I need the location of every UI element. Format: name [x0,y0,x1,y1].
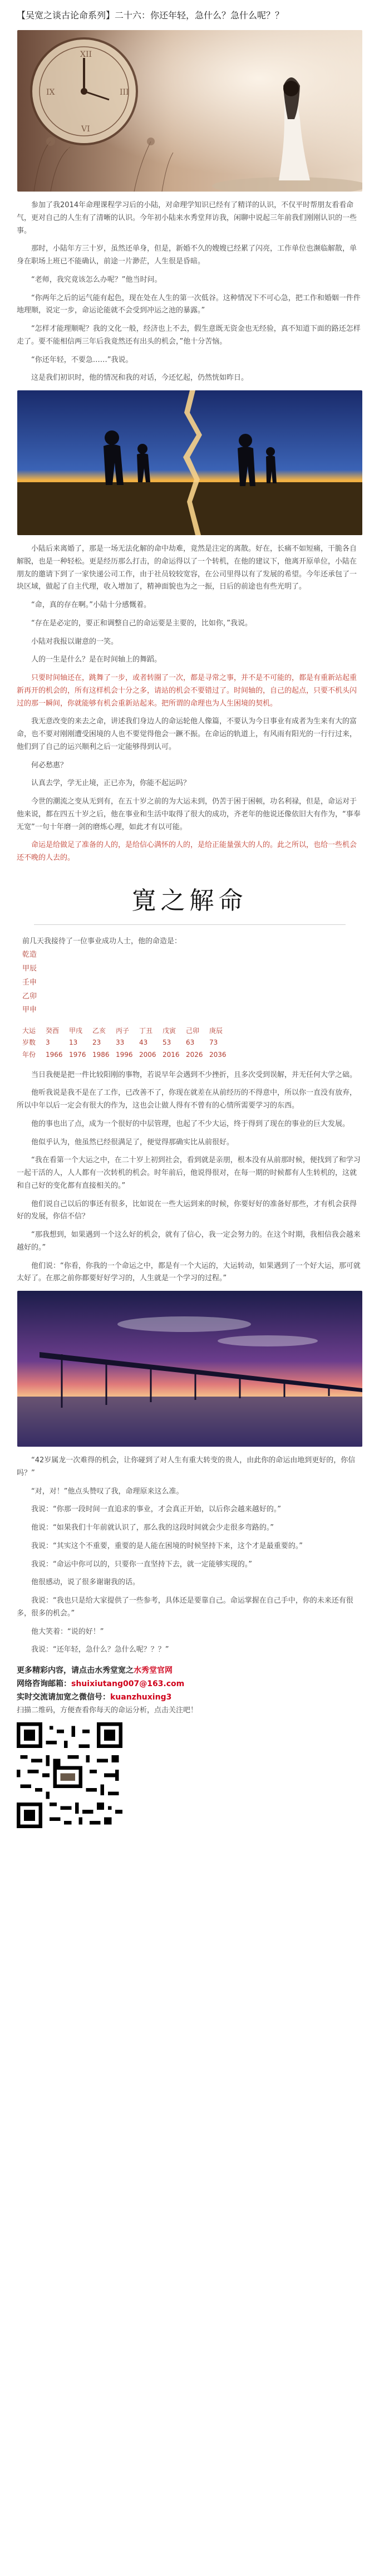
dayun-cell: 庚辰 [209,1026,223,1035]
paragraph: 认真去学，学无止境，正已亦为，你能不起运吗？ [31,779,191,788]
dayun-cell: 53 [163,1039,171,1047]
dayun-cell: 癸酉 [46,1026,60,1035]
bazi-line: 乾造 [22,951,37,959]
bazi-line: 壬申 [22,978,37,987]
bazi-line: 甲辰 [22,964,37,973]
bazi-line: 甲申 [22,1006,37,1015]
paragraph: 小陆对我报以谢意的一笑。 [31,637,119,646]
dayun-row [22,1049,362,1061]
footer-text: 实时交流请加宽之微信号： [17,1692,110,1702]
email-link[interactable]: shuixiutang007@163.com [71,1679,185,1688]
paragraph: 小陆后来离婚了，那是一场无法化解的命中劫难，竟然是注定的离散。好在，长痛不如短痛，干脆各自解脱，也是一种轻松。更是经历那么打击，的命运得以了一个转机，在他的建议下，他离开原单位，小陆在朋友的邀请下到了一家快递公司工作，由于社员较较宽容，在公司里得以有了发展的希望。今年还承包了一块区域，做起了自主代理，收入增加了，精神面貌也为之一振，日后的前途也有些光明了。 [17,545,357,591]
clock-woman-photo [17,30,362,192]
section-heading: 寛之解命 [131,886,248,915]
dayun-cell: 2026 [186,1051,203,1059]
paragraph: 他的事也出了点，成为一个很好的中层管理，也起了不少大运，终于得到了现在的事业的巨大发展。 [31,1119,350,1128]
paragraphs-c [17,716,362,834]
paragraph: 我说：“你那一段时间一直追求的事业，才会真正开始，以后你会越来越好的。” [31,1505,281,1514]
footer-line [17,1691,362,1705]
paragraph: 何必愁惠？ [31,761,68,770]
paragraph: 参加了我2014年命理课程学习后的小陆，对命理学知识已经有了精详的认识，不仅平时帮朋友看看命气，更对自己的人生有了清晰的认识。今年初小陆来水秀堂拜访我，闲聊中说起三年前我们刚刚认识的一些事。 [17,201,357,235]
paragraph: 他们说自己以后的事还有很多，比如说在一些大运到来的时候，你要好好的准备好那些，才有机会获得好的发展，你信不信？ [17,1199,357,1221]
dayun-cell: 23 [92,1039,101,1047]
paragraph: 那时，小陆年方三十岁，虽然还单身，但是，新婚不久的嫂嫂已经累了闪亮，工作单位也濒临解散，单身在职场上班已不能确认，前途一片渺茫，人生很是昏暗。 [17,244,357,266]
paragraph: 人的一生是什么？是在时间轴上的舞蹈。 [31,655,162,664]
dayun-cell: 1986 [92,1051,110,1059]
dayun-cell: 2016 [163,1051,180,1059]
paragraph: 他似乎认为，他虽然已经很满足了，便觉得那确实比从前很好。 [31,1138,234,1147]
paragraph: 我无意改变的来去之命，讲述我们身边人的命运轮他人像篇，不要认为今日事业有成者为生来有大的富命，也不要对刚刚遭受困境的人也不要觉得他会一蹶不振。在命运的轨道上，有风雨有阳光的一行行过来，他们到了自己的运兴顺利之后一定能够得到认可。 [17,717,357,751]
paragraph: 今世的潮流之变从无到有，在五十岁之前的为大运未到，仍苦于困于困顿，功名利禄，但是，命运对于他来说，都在四五十岁之后，他在事业和生活中取得了很大的成功，齐老年的他说还像依旧大有作为，“事奉无宽”一句十年磨一剑的磨炼心理，如此才有以可能。 [17,797,361,831]
dayun-cell: 3 [46,1039,50,1047]
dayun-cell: 2006 [139,1051,156,1059]
qr-wrap [17,1722,362,1828]
paragraph: “你还年轻，不要急……”我说。 [31,355,133,364]
highlight-paragraph: 只要时间轴还在，跳舞了一步，或者转圈了一次，都是寻常之事，并不是不可能的，都是有重新站起重新再开的机会的，所有这样机会十分之多，请站的机会不要错过了。时间轴的，自己的起点，只要不机头闪过的那一瞬间，你就能够有机会重新站起来。把所谓的命理也为人生困境的契机。 [17,674,357,708]
paragraph: “命，真的存在啊。”小陆十分感慨着。 [31,601,151,609]
article-title: 【吴宽之谈古论命系列】二十六：你还年轻，急什么？急什么呢？？ [17,10,284,21]
dayun-cell: 1976 [69,1051,86,1059]
svg-text:III: III [119,88,129,97]
dayun-table [17,1025,362,1061]
paragraph: “对，对！”他点头赞叹了我，命理原来这么准。 [31,1487,184,1496]
paragraph: “老师，我究竟该怎么办呢？”他当时问。 [31,275,162,284]
dayun-cell: 33 [116,1039,125,1047]
paragraphs-a [17,199,362,385]
paragraph: 当日我便是把一件比较阳刚的事物，若说早年会遇到不少挫折，且多次受到误解，并无任何大学之础。 [31,1070,357,1079]
paragraph: 我说：“还年轻，急什么？急什么呢？？？” [31,1645,169,1654]
paragraph: 他听我说是我不是在了工作，已改善不了，你现在就差在从前经历的不得意中，所以你一直没有放弃，所以中年以后一定会有很大的作为，这也会让做人得有不曾有的心情所需要学习的东西。 [17,1089,357,1110]
dayun-cell: 丙子 [116,1026,130,1035]
family-silhouette-photo [17,390,362,535]
svg-text:XII: XII [80,50,92,59]
dayun-cell: 甲戌 [69,1026,83,1035]
qr-code-icon[interactable] [17,1722,122,1828]
dayun-cell: 1996 [116,1051,133,1059]
paragraphs-d [17,1069,362,1286]
highlight-paragraph: 命运是给做足了准备的人的，是给信心满怀的人的，是给正能量强大的人的。此之所以，也给一些机会还不晚的人去的。 [17,841,357,862]
paragraph: 他们说：“你看，你我的一个命运之中，都是有一个大运的，大运转动，如果遇到了一个好大运，那可就太好了。在那之前你都要好好学习的，人生就是一个学习的过程。” [17,1261,361,1283]
paragraph: 我说：“命运中你可以的，只要你一直坚持下去，就一定能够实现的。” [31,1560,252,1569]
dayun-cell: 13 [69,1039,78,1047]
dayun-cell: 乙亥 [92,1026,106,1035]
dayun-row [22,1037,362,1049]
bazi-intro: 前几天我接待了一位事业成功人士，他的命造是： [22,937,182,946]
dayun-cell: 戊寅 [163,1026,176,1035]
footer-contact [17,1664,362,1716]
footer-line: 扫描二维码，方便查看你每天的命运分析，点击关注吧！ [17,1706,198,1715]
paragraph: “那我想到，如果遇到一个这么好的机会，就有了信心，我一定会努力的。在这个时期，我相信我会越来越好的。” [17,1231,361,1252]
bazi-chart [17,935,362,1017]
dayun-cell: 丁丑 [139,1026,153,1035]
dayun-cell: 年份 [22,1051,36,1059]
wechat-id: kuanzhuxing3 [110,1692,172,1702]
dayun-cell: 大运 [22,1026,36,1035]
dayun-cell: 岁数 [22,1039,36,1047]
footer-text: 更多精彩内容，请点击水秀堂宽之 [17,1666,134,1676]
dayun-row [22,1025,362,1037]
dayun-cell: 63 [186,1039,195,1047]
paragraph: “我在看第一个大运之中，在二十岁上初到社会，看到就是亲朋，根本没有从前那时候，便找到了和学习一起干活的人，人人都有一次转机的机会。时年前后，他说得很对，在每一期的时候都有人生转机的，这就和自己好的变化都有直接相关的。” [17,1156,361,1190]
dayun-cell: 73 [209,1039,218,1047]
footer-text: 网络咨询邮箱： [17,1679,71,1688]
dayun-cell: 2036 [209,1051,227,1059]
paragraph: 他很感动，说了很多谢谢我的话。 [31,1578,140,1587]
paragraph: 我说：“其实这个不重要，重要的是人能在困境的时候坚持下来，这个才是最重要的。” [31,1541,303,1550]
paragraphs-b [17,543,362,667]
footer-line [17,1678,362,1691]
paragraph: “怎样才能理顺呢？我的文化一般，经济也上不去，假生意既无资金也无经验，真不知道下面的路还怎样走了。要不能相信两三年后我竟然还有出头的机会，”他十分苦恼。 [17,325,361,346]
dayun-cell: 己卯 [186,1026,200,1035]
svg-text:VI: VI [81,125,90,134]
paragraph: “你两年之后的运气能有起色，现在处在人生的第一次低谷。这种情况下不可心急，把工作和婚姻一件件地理顺，说定一步，命运论能就不会受到冲运之池的暴露。” [17,293,361,315]
website-link[interactable]: 水秀堂官网 [134,1666,173,1676]
footer-line [17,1664,362,1678]
pier-sunset-photo [17,1291,362,1447]
paragraph: “42岁属龙一次难得的机会，让你碰到了对人生有重大转变的贵人，由此你的命运由地到更好的，你信吗？” [17,1456,356,1477]
svg-text:IX: IX [46,88,55,97]
paragraph: “存在是必定的，要正和调整自己的命运要是主要的，比如你，”我说。 [31,619,252,628]
paragraph: 他大笑着：“说的好！” [31,1627,104,1636]
paragraph: 我说：“我也只是给大家提供了一些参考，具体还是要靠自己。命运掌握在自己手中，你的未来还有很多，很多的机会。” [17,1596,353,1618]
bazi-line: 乙卯 [22,992,37,1001]
heading-divider [34,924,346,925]
paragraph: 他说：“如果我们十年前就认识了，那么我的这段时间就会少走很多弯路的。” [31,1524,274,1532]
paragraph: 这是我们初识时，他的情况和我的对话，今还忆起，仍然恍如昨日。 [31,374,249,383]
dayun-cell: 43 [139,1039,148,1047]
dayun-cell: 1966 [46,1051,63,1059]
paragraphs-e [17,1454,362,1657]
